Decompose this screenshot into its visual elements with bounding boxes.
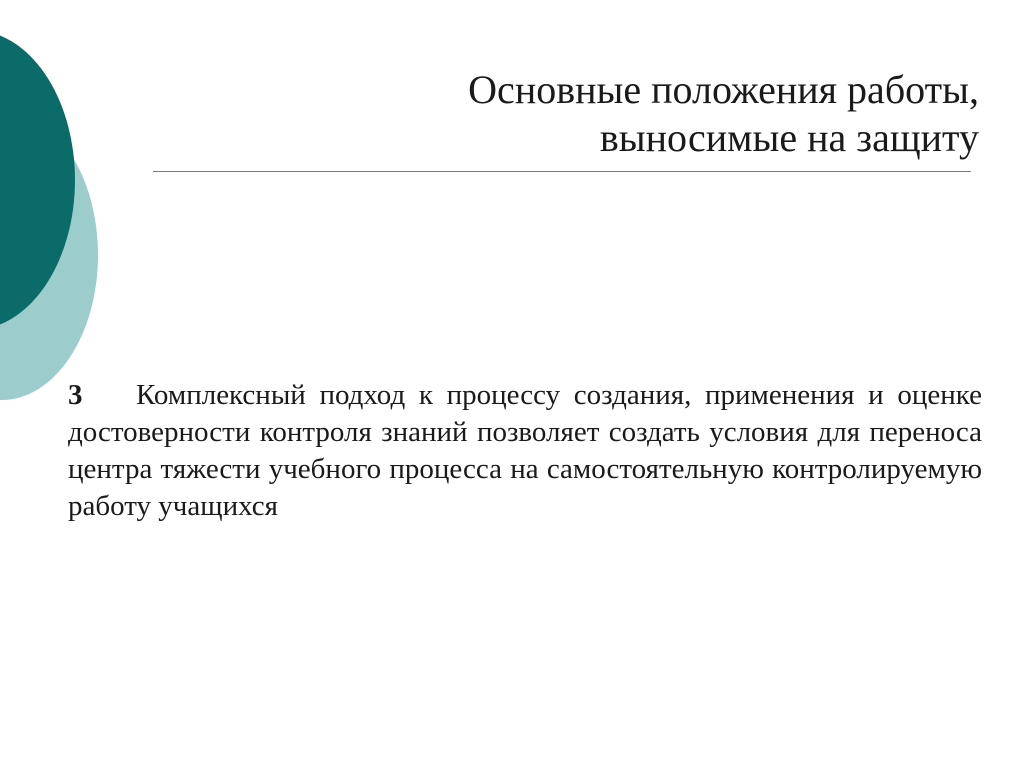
slide-title [279, 66, 979, 162]
slide-title-line-1: Основные положения работы, [468, 67, 979, 112]
slide-title-line-2: выносимые на защиту [599, 115, 979, 160]
slide-body [68, 377, 982, 525]
body-paragraph: Комплексный подход к процессу создания, применения и оценке достоверности контроля знаний позволяет создать условия для переноса центра тяжести учебного процесса на самостоятельную контролируемую работу учащихся [68, 379, 982, 522]
item-number: 3 [68, 379, 83, 411]
title-underline [153, 171, 971, 172]
